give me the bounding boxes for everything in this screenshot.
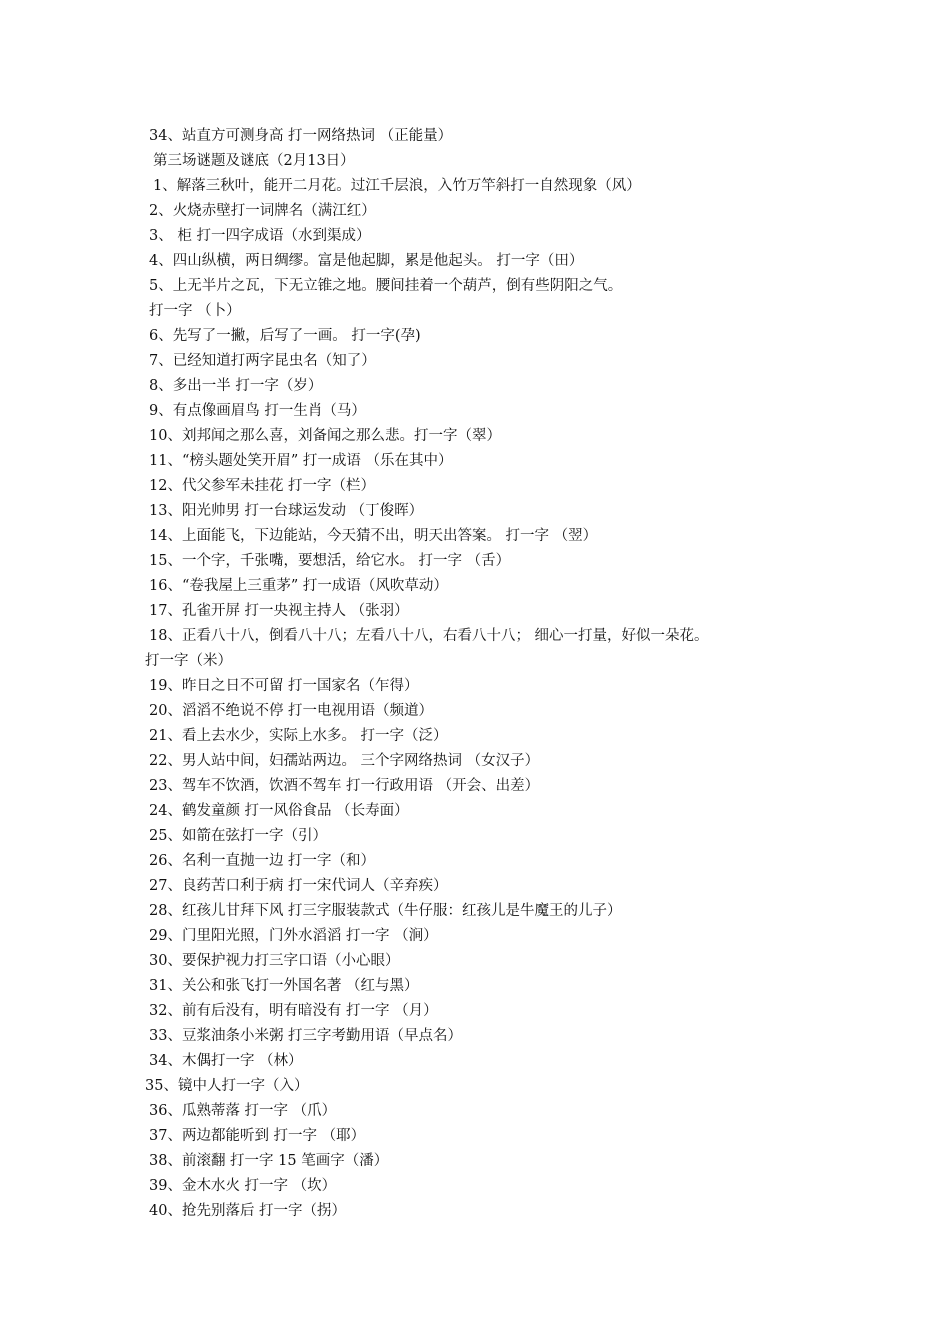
riddle-line: 20、滔滔不绝说不停 打一电视用语（频道）: [149, 703, 434, 719]
riddle-line: 35、镜中人打一字（入）: [145, 1078, 309, 1094]
riddle-line: 21、看上去水少，实际上水多。 打一字（泛）: [149, 728, 448, 744]
riddle-line: 10、刘邦闻之那么喜，刘备闻之那么悲。打一字（翠）: [149, 428, 501, 444]
riddle-line: 19、昨日之日不可留 打一国家名（乍得）: [149, 678, 419, 694]
riddle-line: 40、抢先别落后 打一字（拐）: [149, 1203, 347, 1219]
riddle-line: 24、鹤发童颜 打一风俗食品 （长寿面）: [149, 803, 409, 819]
riddle-line: 11、“榜头题处笑开眉” 打一成语 （乐在其中）: [149, 453, 453, 469]
riddle-line: 9、有点像画眉鸟 打一生肖（马）: [149, 403, 366, 419]
riddle-line: 1、解落三秋叶，能开二月花。过江千层浪，入竹万竿斜打一自然现象（风）: [153, 178, 641, 194]
riddle-line: 32、前有后没有，明有暗没有 打一字 （月）: [149, 1003, 438, 1019]
riddle-line: 3、 柜 打一四字成语（水到渠成）: [149, 228, 371, 244]
riddle-line: 7、已经知道打两字昆虫名（知了）: [149, 353, 376, 369]
riddle-line: 27、良药苦口利于病 打一宋代词人（辛弃疾）: [149, 878, 448, 894]
riddle-line: 8、多出一半 打一字（岁）: [149, 378, 323, 394]
riddle-line: 打一字（米）: [145, 653, 232, 669]
riddle-line: 22、男人站中间，妇孺站两边。 三个字网络热词 （女汉子）: [149, 753, 540, 769]
riddle-line: 16、“卷我屋上三重茅” 打一成语（风吹草动）: [149, 578, 448, 594]
riddle-line: 23、驾车不饮酒，饮酒不驾车 打一行政用语 （开会、出差）: [149, 778, 540, 794]
riddle-line: 34、木偶打一字 （林）: [149, 1053, 303, 1069]
riddle-line: 33、豆浆油条小米粥 打三字考勤用语（早点名）: [149, 1028, 463, 1044]
riddle-line: 34、站直方可测身高 打一网络热词 （正能量）: [149, 128, 453, 144]
riddle-line: 打一字 （卜）: [149, 303, 241, 319]
riddle-line: 12、代父参军未挂花 打一字（栏）: [149, 478, 376, 494]
riddle-line: 4、四山纵横，两日绸缪。富是他起脚，累是他起头。 打一字（田）: [149, 253, 584, 269]
riddle-line: 25、如箭在弦打一字（引）: [149, 828, 327, 844]
section-heading: 第三场谜题及谜底（2月13日）: [153, 153, 355, 169]
riddle-line: 17、孔雀开屏 打一央视主持人 （张羽）: [149, 603, 409, 619]
riddle-line: 14、上面能飞，下边能站，今天猜不出，明天出答案。 打一字 （翌）: [149, 528, 598, 544]
riddle-line: 38、前滚翻 打一字 15 笔画字（潘）: [149, 1153, 389, 1169]
document-body: [145, 124, 845, 1224]
riddle-line: 37、两边都能听到 打一字 （耶）: [149, 1128, 366, 1144]
riddle-line: 5、上无半片之瓦，下无立锥之地。腰间挂着一个葫芦，倒有些阴阳之气。: [149, 278, 623, 294]
riddle-line: 13、阳光帅男 打一台球运发动 （丁俊晖）: [149, 503, 424, 519]
riddle-line: 15、一个字，千张嘴，要想活，给它水。 打一字 （舌）: [149, 553, 511, 569]
riddle-line: 39、金木水火 打一字 （坎）: [149, 1178, 337, 1194]
riddle-line: 31、关公和张飞打一外国名著 （红与黑）: [149, 978, 419, 994]
riddle-line: 36、瓜熟蒂落 打一字 （爪）: [149, 1103, 337, 1119]
riddle-line: 2、火烧赤壁打一词牌名（满江红）: [149, 203, 376, 219]
riddle-line: 29、门里阳光照，门外水滔滔 打一字 （涧）: [149, 928, 438, 944]
riddle-line: 6、先写了一撇，后写了一画。 打一字(孕): [149, 328, 421, 344]
riddle-line: 30、要保护视力打三字口语（小心眼）: [149, 953, 400, 969]
riddle-line: 18、正看八十八，倒看八十八；左看八十八，右看八十八； 细心一打量，好似一朵花。: [149, 628, 709, 644]
riddle-line: 28、红孩儿甘拜下风 打三字服装款式（牛仔服：红孩儿是牛魔王的儿子）: [149, 903, 622, 919]
riddle-line: 26、名利一直抛一边 打一字（和）: [149, 853, 376, 869]
